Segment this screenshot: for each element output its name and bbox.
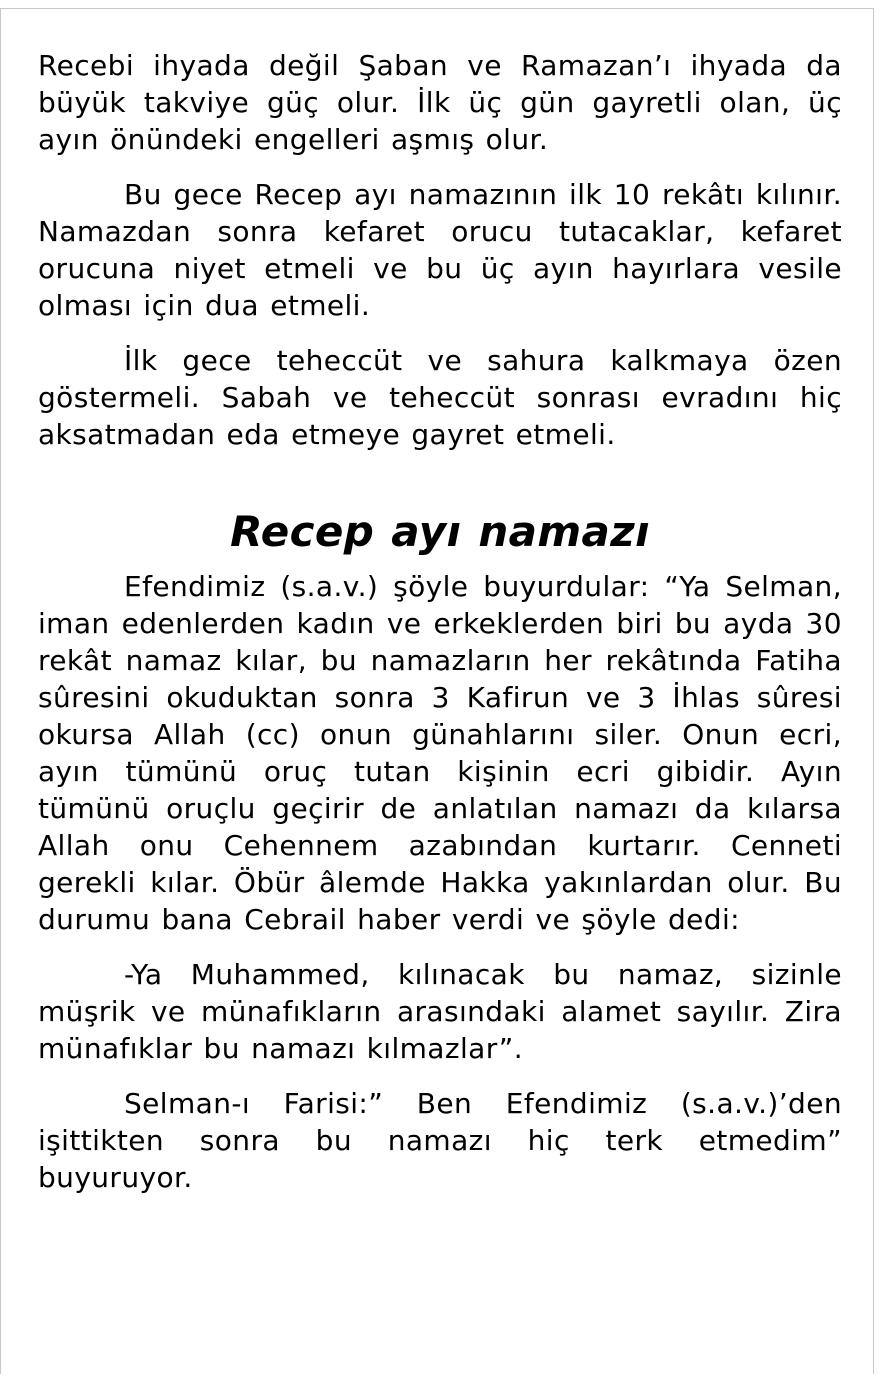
paragraph-hadith: Efendimiz (s.a.v.) şöyle buyurdular: “Ya Selman, iman edenlerden kadın ve erkeklerden biri bu ayda 30 rekât namaz kılar, bu namazların her rekâtında Fatiha sûresini okuduktan sonra 3 Kafirun ve 3 İhlas sûresi okursa Allah (cc) onun günahlarını siler. Onun ecri, ayın tümünü oruç tutan kişinin ecri gibidir. Ayın tümünü oruçlu geçirir de anlatılan namazı da kılarsa Allah onu Cehennem azabından kurtarır. Cenneti gerekli kılar. Öbür âlemde Hakka yakınlardan olur. Bu durumu bana Cebrail haber verdi ve şöyle dedi:: [38, 570, 842, 936]
paragraph-first-night-vigil: İlk gece teheccüt ve sahura kalkmaya özen göstermeli. Sabah ve teheccüt sonrası evradını hiç aksatmadan eda etmeye gayret etmeli.: [38, 344, 842, 451]
section-heading: Recep ayı namazı: [230, 507, 650, 556]
paragraph-hadith-quote: -Ya Muhammed, kılınacak bu namaz, sizinle müşrik ve münafıkların arasındaki alamet sayılır. Zira münafıklar bu namazı kılmazlar”.: [38, 958, 842, 1065]
document-content: [38, 47, 842, 1214]
paragraph-selman-farisi: Selman-ı Farisi:” Ben Efendimiz (s.a.v.)’den işittikten sonra bu namazı hiç terk etmedim” buyuruyor.: [38, 1087, 842, 1194]
paragraph-first-night-prayer: Bu gece Recep ayı namazının ilk 10 rekâtı kılınır. Namazdan sonra kefaret orucu tutacaklar, kefaret orucuna niyet etmeli ve bu üç ayın hayırlara vesile olması için dua etmeli.: [38, 178, 842, 322]
document-page: [0, 8, 874, 1374]
paragraph-intro-continuation: Recebi ihyada değil Şaban ve Ramazan’ı ihyada da büyük takviye güç olur. İlk üç gün gayretli olan, üç ayın önündeki engelleri aşmış olur.: [38, 49, 842, 156]
